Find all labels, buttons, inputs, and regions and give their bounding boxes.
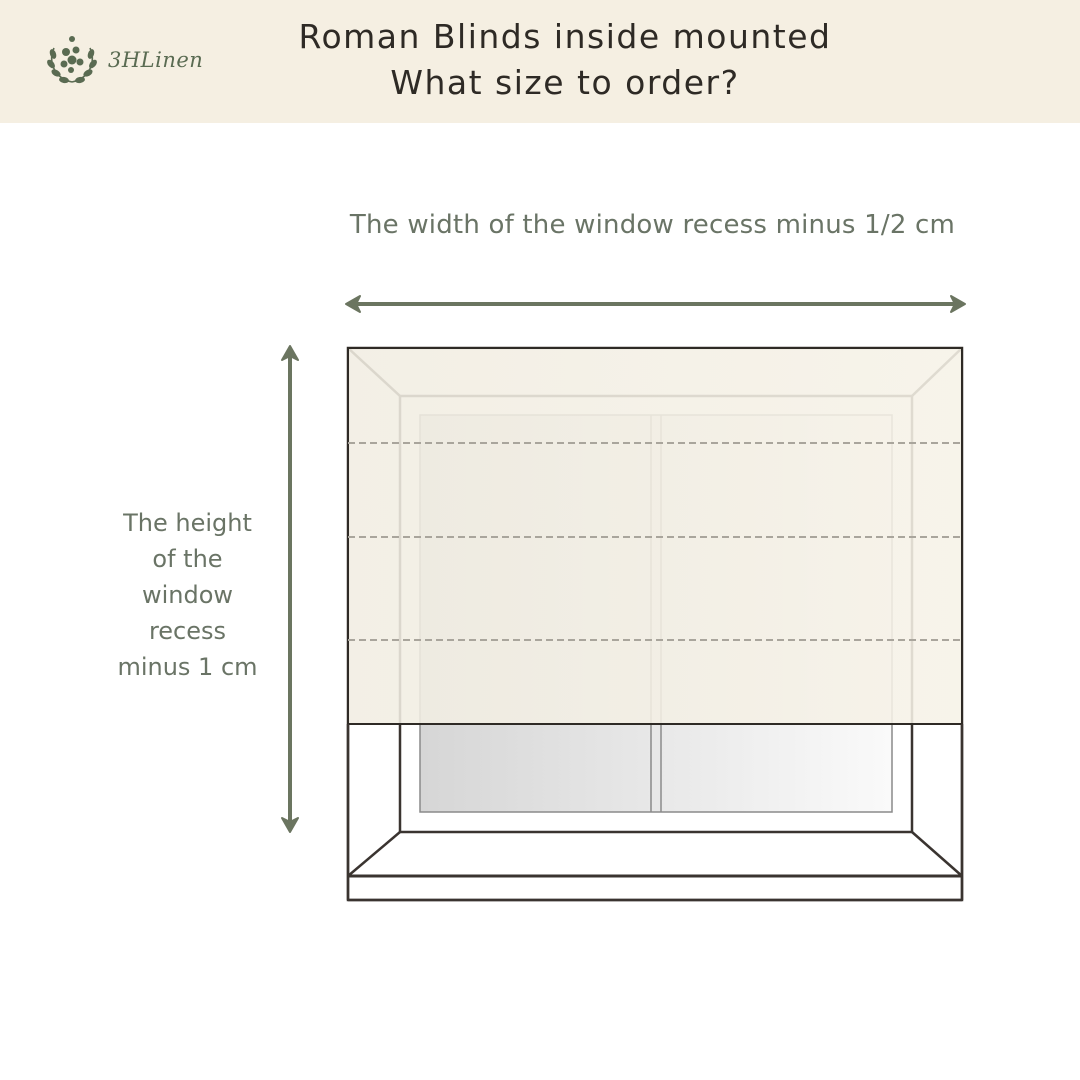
title-line-2: What size to order?: [390, 63, 740, 102]
height-label-line: of the: [152, 545, 223, 573]
brand-name: 3HLinen: [108, 48, 204, 72]
height-label-line: recess: [148, 617, 227, 645]
width-measurement-label: The width of the window recess minus 1/2 cm: [349, 210, 956, 240]
height-arrow: [282, 346, 298, 832]
title-line-1: Roman Blinds inside mounted: [298, 17, 832, 56]
height-label-line: minus 1 cm: [117, 653, 258, 681]
width-arrow: [346, 296, 965, 312]
height-label-line: The height: [123, 509, 252, 537]
height-label-line: window: [141, 581, 234, 609]
roman-blind: [348, 348, 962, 724]
